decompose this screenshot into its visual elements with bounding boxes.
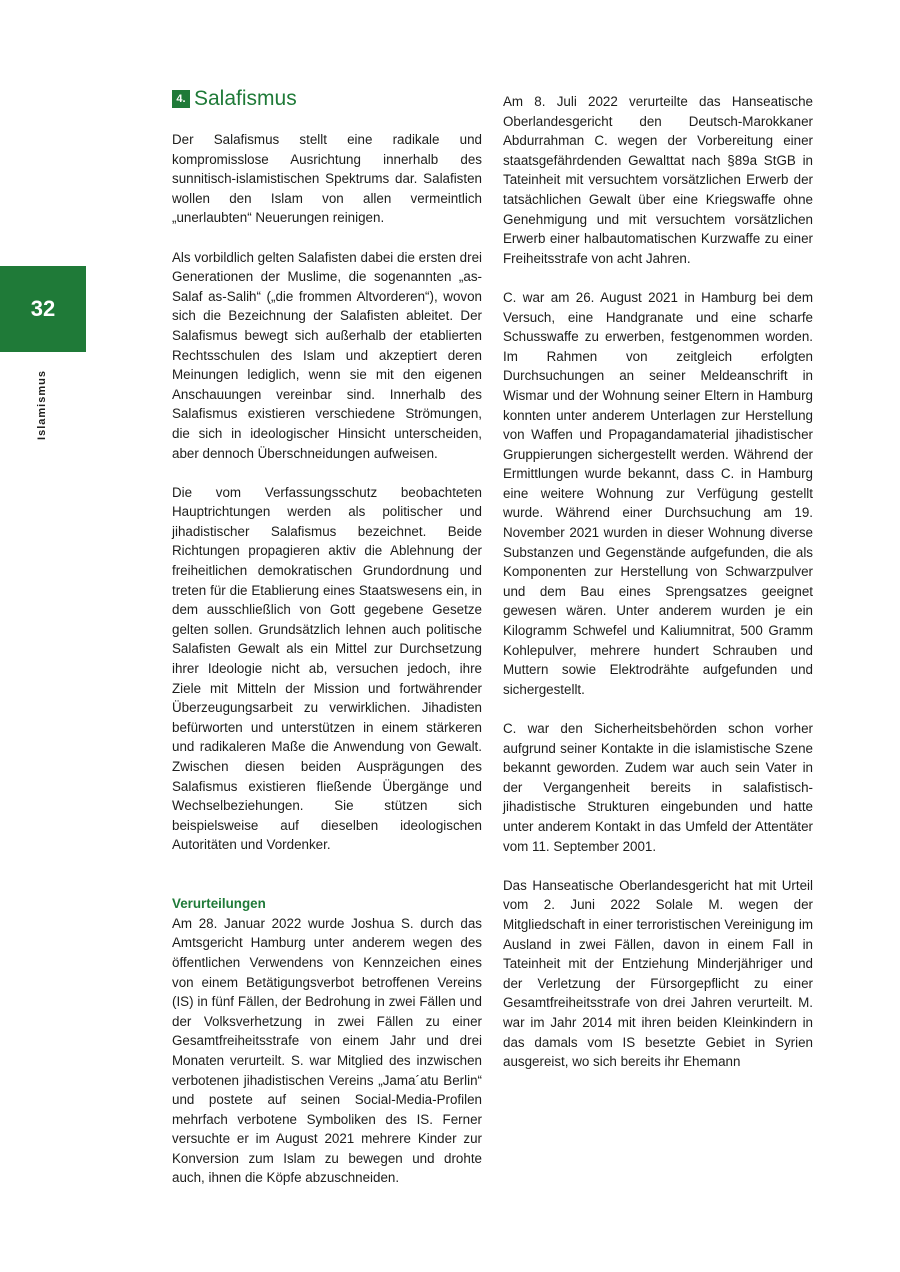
section-label: Islamismus [36,370,48,440]
paragraph: C. war den Sicherheitsbehörden schon vorher aufgrund seiner Kontakte in die islamistische Szene bekannt geworden. Zudem war auch sein Vater in der Vergangenheit bereits in salafistisch-jihadistische Strukturen eingebunden und hatte unter anderem Kontakt in das Umfeld der Attentäter vom 11. September 2001. [503,721,813,854]
left-column [172,86,482,1188]
section-heading [172,86,482,112]
section-title: Salafismus [194,87,297,110]
subheading-verurteilungen: Verurteilungen [172,896,266,912]
paragraph: Am 28. Januar 2022 wurde Joshua S. durch das Amtsgericht Hamburg unter anderem wegen des öffentlichen Verwendens von Kennzeichen eines von einem Betätigungsverbot betroffenen Vereins (IS) in fünf Fällen, der Bedrohung in zwei Fällen und der Volksverhetzung in zwei Fällen zu einer Gesamtfreiheitsstrafe von einem Jahr und drei Monaten verurteilt. S. war Mitglied des inzwischen verbotenen jihadistischen Vereins „Jama´atu Berlin“ und postete auf seinen Social-Media-Profilen mehrfach verbotene Symboliken des IS. Ferner versuchte er im August 2021 mehrere Kinder zur Konversion zum Islam zu bewegen und drohte auch, ihnen die Köpfe abzuschneiden. [172,915,482,1186]
paragraph: Das Hanseatische Oberlandesgericht hat mit Urteil vom 2. Juni 2022 Solale M. wegen der Mitgliedschaft in einer terroristischen Vereinigung im Ausland in zwei Fällen, davon in einem Fall in Tateinheit mit der Entziehung Minderjähriger und der Verletzung der Fürsorgepflicht zu einer Gesamtfreiheitsstrafe von drei Jahren verurteilt. M. war im Jahr 2014 mit ihren beiden Kleinkindern in das damals vom IS besetzte Gebiet in Syrien ausgereist, wo sich bereits ihr Ehemann [503,877,813,1070]
right-column [503,92,813,1072]
paragraph: C. war am 26. August 2021 in Hamburg bei dem Versuch, eine Handgranate und eine scharfe Schusswaffe zu erwerben, festgenommen worden. Im Rahmen von zeitgleich erfolgten Durchsuchungen an seiner Meldeanschrift in Wismar und der Wohnung seiner Eltern in Hamburg konnten unter anderem Unterlagen zur Herstellung von Waffen und Propagandamaterial jihadistischer Gruppierungen sichergestellt werden. Während der Ermittlungen wurde bekannt, dass C. in Hamburg eine weitere Wohnung zur Verfügung gestellt wurde. Während einer Durchsuchung am 19. November 2021 wurden in dieser Wohnung diverse Substanzen und Gegenstände aufgefunden, die als Komponenten zur Herstellung von Schwarzpulver und dem Bau eines Sprengsatzes geeignet gewesen wären. Unter anderem wurden je ein Kilogramm Schwefel und Kaliumnitrat, 500 Gramm Kohlepulver, mehrere hundert Schrauben und Muttern sowie Elektrodrähte aufgefunden und sichergestellt. [503,289,813,697]
paragraph: Am 8. Juli 2022 verurteilte das Hanseatische Oberlandesgericht den Deutsch-Marokkaner Abdurrahman C. wegen der Vorbereitung einer staatsgefährdenden Gewalttat nach §89a StGB in Tateinheit mit versuchtem vorsätzlichen Erwerb der tatsächlichen Gewalt über eine Kriegswaffe ohne Genehmigung und mit versuchtem vorsätzlichen Erwerb einer halbautomatischen Kurzwaffe zu einer Freiheitsstrafe von acht Jahren. [503,94,813,266]
paragraph: Als vorbildlich gelten Salafisten dabei die ersten drei Generationen der Muslime, die sogenannten „as-Salaf as-Salih“ („die frommen Altvorderen“), wovon sich die Bezeichnung der Salafisten ableitet. Der Salafismus bewegt sich außerhalb der etablierten Rechtsschulen des Islam und akzeptiert deren Meinungen lediglich, wenn sie mit den eigenen Anschauungen vereinbar sind. Innerhalb des Salafismus existieren verschiedene Strömungen, die sich in ideologischer Hinsicht unterscheiden, aber dennoch Überschneidungen aufweisen. [172,249,482,461]
paragraph: Die vom Verfassungsschutz beobachteten Hauptrichtungen werden als politischer und jihadistischer Salafismus bezeichnet. Beide Richtungen propagieren aktiv die Ablehnung der freiheitlichen demokratischen Grundordnung und treten für die Etablierung eines Staatswesens ein, in dem ausschließlich von Gott gegebene Gesetze gelten sollen. Grundsätzlich lehnen auch politische Salafisten Gewalt als ein Mittel zur Durchsetzung ihrer Ideologie nicht ab, versuchen jedoch, ihre Ziele mit Mitteln der Mission und fortwährender Überzeugungsarbeit zu verwirklichen. Jihadisten befürworten und unterstützen in einem stärkeren und radikaleren Maße die Anwendung von Gewalt. Zwischen diesen beiden Ausprägungen des Salafismus existieren fließende Übergänge und Wechselbeziehungen. Sie stützen sich beispielsweise auf dieselben ideologischen Autoritäten und Vordenker. [172,484,482,853]
paragraph: Der Salafismus stellt eine radikale und kompromisslose Ausrichtung innerhalb des sunnitisch-islamistischen Spektrums dar. Salafisten wollen den Islam von allen vermeintlich „unerlaubten“ Neuerungen reinigen. [172,132,482,226]
page-number-tab [0,266,86,352]
section-number-badge: 4. [172,90,190,108]
page-number: 32 [30,296,56,321]
